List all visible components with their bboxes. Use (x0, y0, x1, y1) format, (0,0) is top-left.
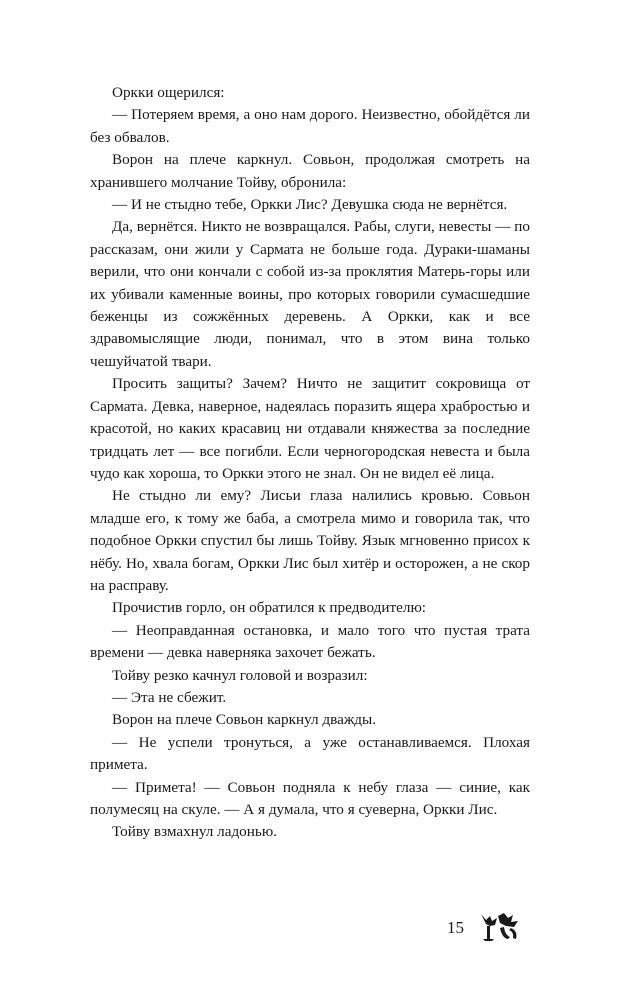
paragraph: Прочистив горло, он обратился к предводителю: (112, 599, 427, 617)
paragraph: — Потеряем время, а оно нам дорого. Неизвестно, обойдётся ли без обвалов. (90, 106, 530, 146)
paragraph: Да, вернётся. Никто не возвращался. Рабы, слуги, невесты — по рассказам, они жили у Сармата не больше года. Дураки-шаманы верили, что они кончали с собой из-за проклятия Матерь-горы или их убивали каменные воины, про которых говорили сумасшедшие беженцы из сожжённых деревень. А Оркки, как и все здравомыслящие люди, понимал, что в этом вина только чешуйчатой твари. (90, 218, 530, 370)
paragraph: — И не стыдно тебе, Оркки Лис? Девушка сюда не вернётся. (112, 196, 508, 214)
paragraph: Просить защиты? Зачем? Ничто не защитит сокровища от Сармата. Девка, наверное, надеялась поразить ящера храбростью и красотой, но каких красавиц ни отдавали княжества за последние тридцать лет — все погибли. Если черногородская невеста и была чудо как хороша, то Оркки этого не знал. Он не видел её лица. (90, 375, 530, 482)
paragraph: Тойву резко качнул головой и возразил: (112, 666, 368, 684)
body-text (90, 82, 530, 844)
page-number: 15 (447, 918, 464, 937)
fox-emblem-icon (478, 910, 522, 942)
paragraph: Ворон на плече Совьон каркнул дважды. (112, 711, 377, 729)
paragraph: — Не успели тронуться, а уже останавливаемся. Плохая примета. (90, 733, 530, 774)
paragraph: — Неоправданная остановка, и мало того что пустая трата времени — девка наверняка захочет бежать. (90, 621, 530, 662)
paragraph: Тойву взмахнул ладонью. (112, 823, 277, 841)
paragraph: Не стыдно ли ему? Лисьи глаза налились кровью. Совьон младше его, к тому же баба, а смотрела мимо и говорила так, что подобное Оркки спустил бы лишь Тойву. Язык мгновенно присох к нёбу. Но, хвала богам, Оркки Лис был хитёр и осторожен, а не скор на расправу. (90, 487, 530, 594)
paragraph: — Эта не сбежит. (112, 688, 227, 706)
paragraph: — Примета! — Совьон подняла к небу глаза — синие, как полумесяц на скуле. — А я думала, что я суеверна, Оркки Лис. (90, 778, 530, 818)
paragraph: Ворон на плече каркнул. Совьон, продолжая смотреть на хранившего молчание Тойву, обронила: (90, 151, 530, 191)
paragraph: Оркки ощерился: (112, 84, 225, 101)
